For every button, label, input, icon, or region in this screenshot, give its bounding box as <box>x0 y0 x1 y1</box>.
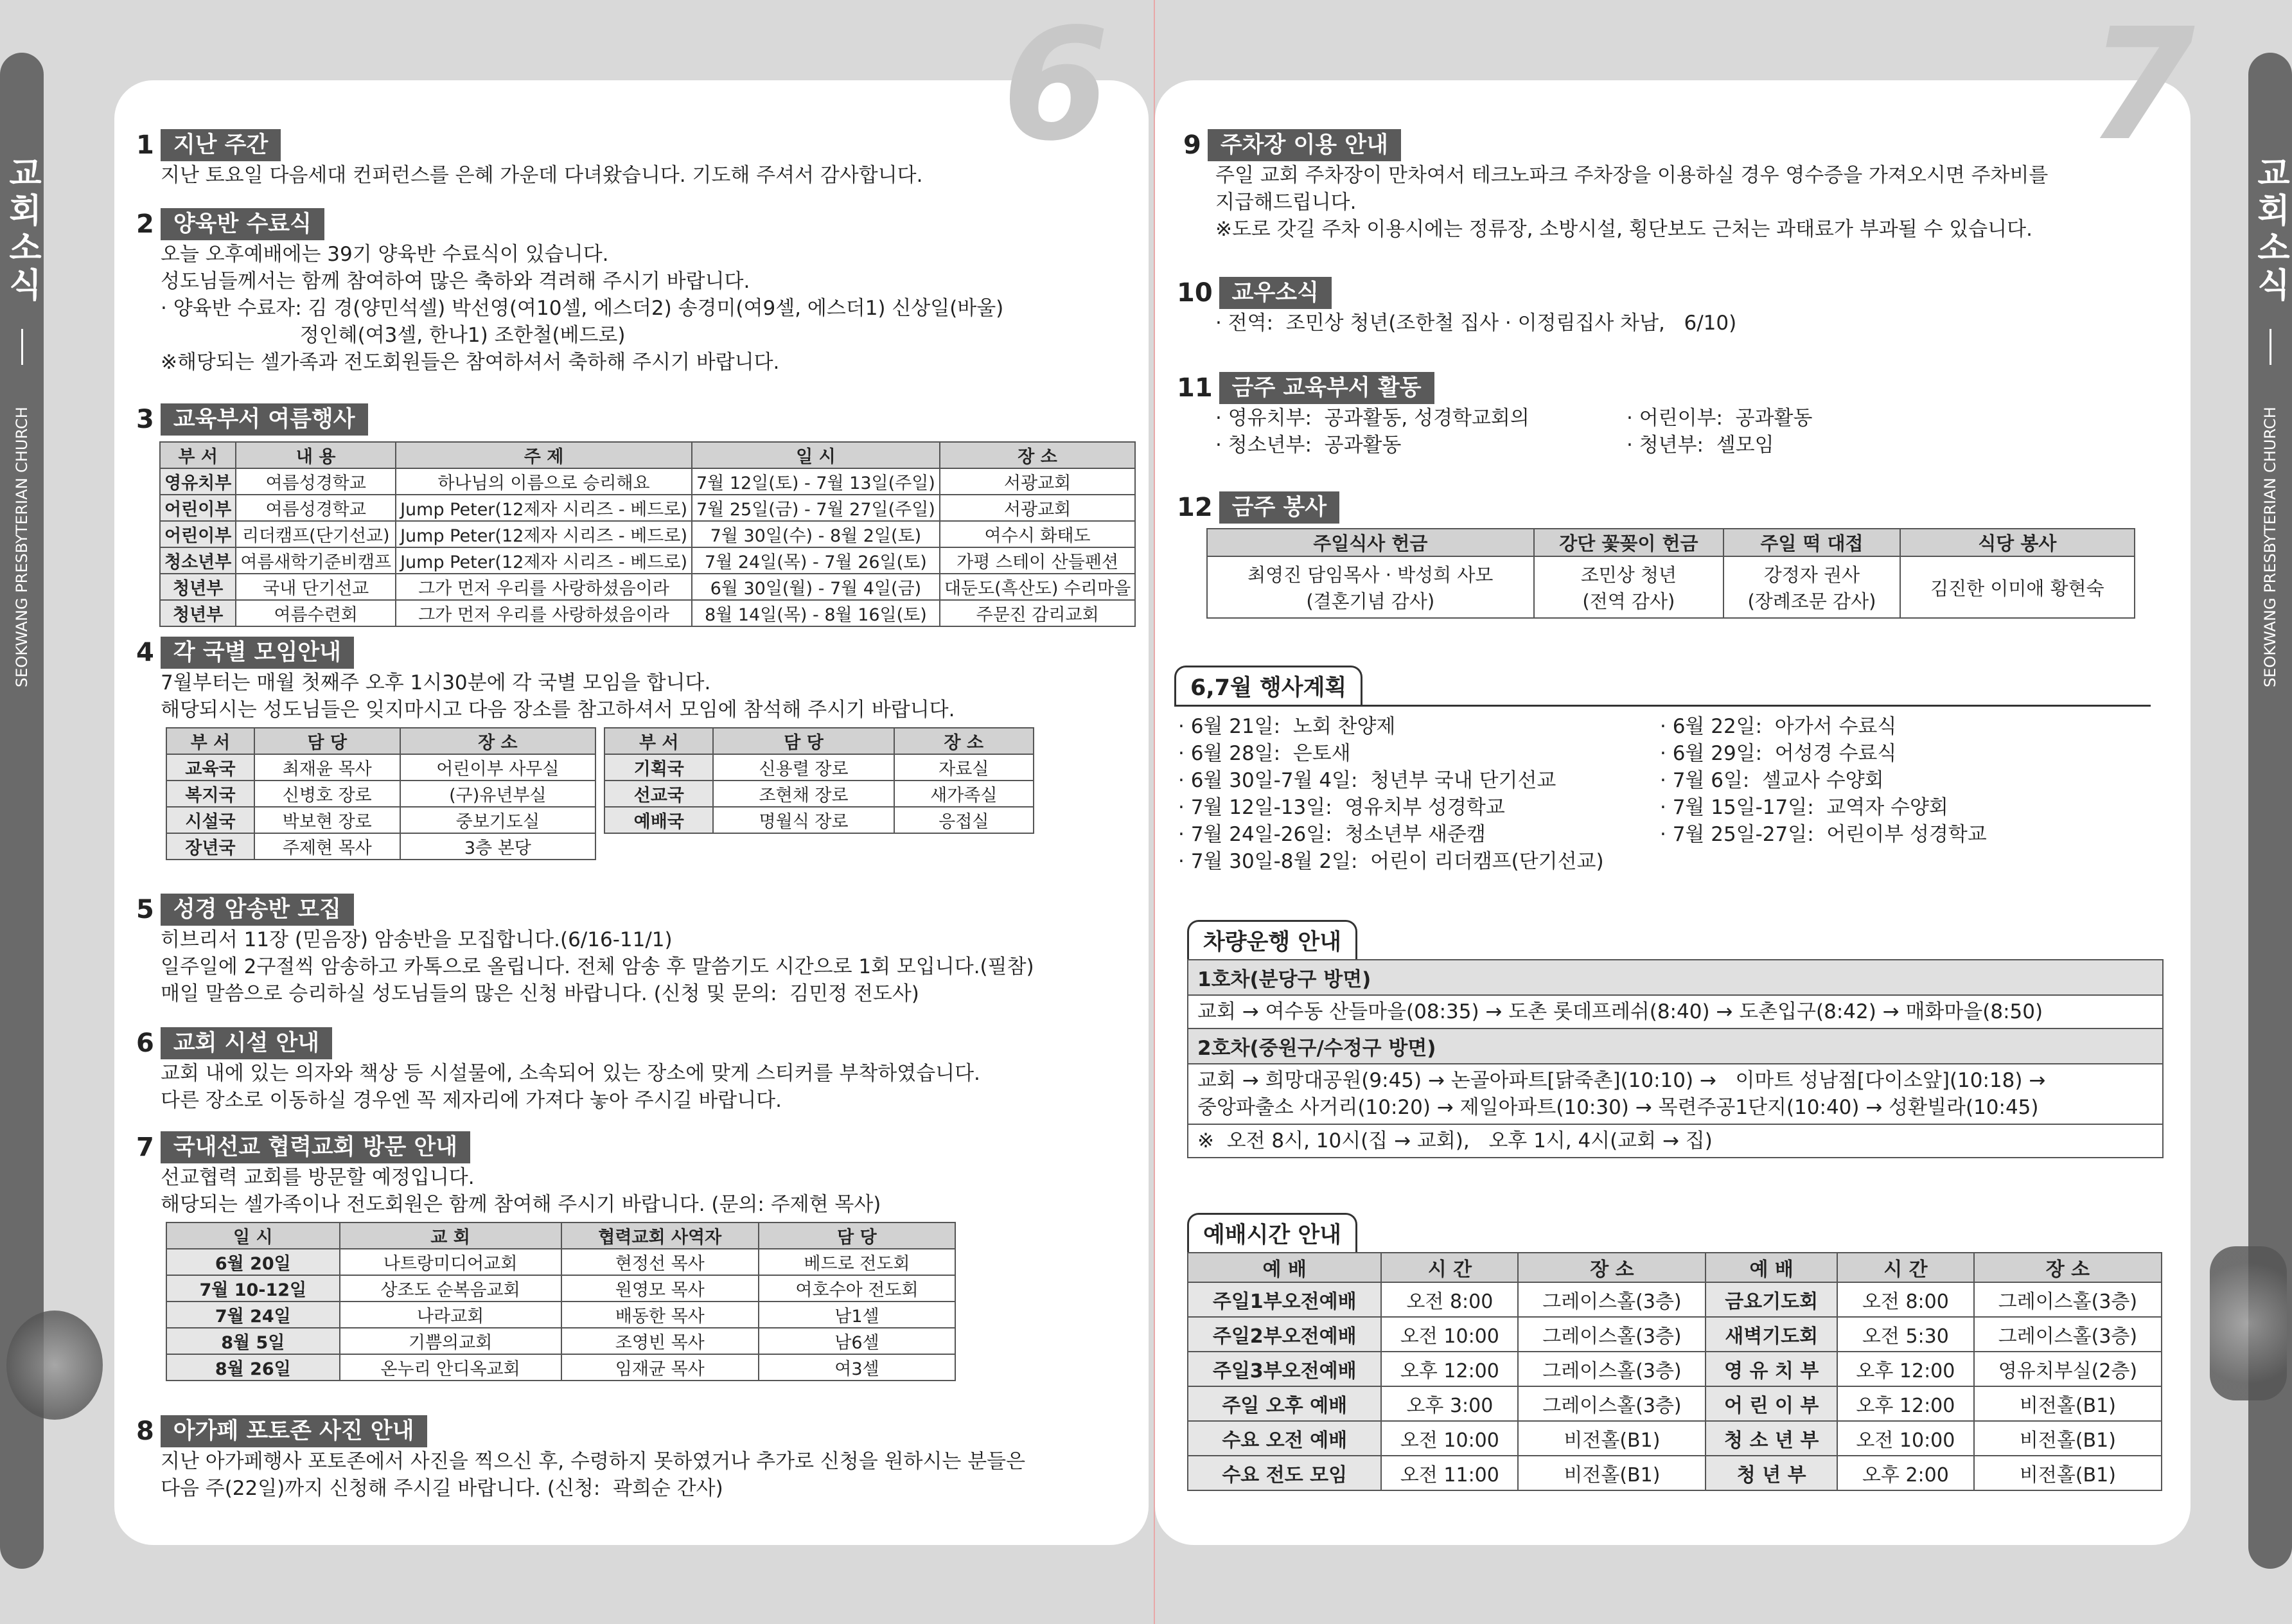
table-cell: 주일식사 헌금 <box>1207 529 1534 556</box>
table-cell: (구)유년부실 <box>400 781 595 807</box>
section-9 <box>1183 128 2048 243</box>
section-text: 지난 아가페행사 포토존에서 사진을 찍으신 후, 수령하지 못하였거나 추가로 신청을 원하시는 분들은 <box>161 1450 1026 1473</box>
table-cell: 비전홀(B1) <box>1974 1386 2162 1421</box>
table-cell: 강단 꽃꽂이 헌금 <box>1534 529 1724 556</box>
bus-note: ※ 오전 8시, 10시(집 → 교회), 오후 1시, 4시(교회 → 집) <box>1197 1129 1713 1152</box>
table-cell: 여호수아 전도회 <box>759 1275 955 1302</box>
section-title: 금주 봉사 <box>1219 491 1339 524</box>
section-number: 4 <box>136 638 154 667</box>
table-header: 내 용 <box>236 442 396 468</box>
section-title: 주차장 이용 안내 <box>1208 129 1401 161</box>
page-number-right: 7 <box>2088 0 2195 175</box>
table-cell: 청소년부 <box>160 547 236 574</box>
table-cell: 6월 30일(월) - 7월 4일(금) <box>692 574 940 600</box>
table-cell: 비전홀(B1) <box>1518 1456 1706 1490</box>
table-cell: 온누리 안디옥교회 <box>340 1354 561 1381</box>
table-cell: 주일1부오전예배 <box>1188 1282 1381 1317</box>
table-cell: 협력교회 사역자 <box>561 1222 759 1249</box>
table-cell: 수요 오전 예배 <box>1188 1421 1381 1456</box>
section-text: 일주일에 2구절씩 암송하고 카톡으로 올립니다. 전체 암송 후 말씀기도 시간으로 1회 모입니다.(필참) <box>161 955 1034 978</box>
table-cell: 식당 봉사 <box>1900 529 2135 556</box>
section-title: 교회 시설 안내 <box>161 1027 332 1059</box>
table-cell: 7월 24일 <box>166 1302 340 1328</box>
table-cell: 비전홀(B1) <box>1974 1456 2162 1490</box>
section-number: 10 <box>1177 278 1213 308</box>
events-title: 6,7월 행사계획 <box>1174 666 1362 705</box>
table-row <box>1188 1352 2162 1386</box>
table-cell: 조민상 청년 <box>1580 564 1677 586</box>
table-header: 부 서 <box>160 442 236 468</box>
side-church-name: SEOKWANG PRESBYTERIAN CHURCH <box>2261 407 2279 688</box>
section-number: 3 <box>136 405 154 434</box>
event-item: · 6월 22일: 아가서 수료식 <box>1660 715 1897 738</box>
section-title: 각 국별 모임안내 <box>161 637 354 669</box>
table-cell: 자료실 <box>894 754 1034 781</box>
table-cell: 여수시 화태도 <box>940 521 1135 547</box>
table-row <box>166 781 595 807</box>
table-cell: 그레이스홀(3층) <box>1974 1282 2162 1317</box>
table-cell: 8월 14일(목) - 8월 16일(토) <box>692 600 940 626</box>
soil-hands-image <box>6 1311 103 1420</box>
table-cell: 베드로 전도회 <box>759 1249 955 1275</box>
table-row <box>166 1302 955 1328</box>
side-divider <box>2270 329 2271 365</box>
section-2 <box>136 207 1003 376</box>
section-number: 8 <box>136 1417 154 1446</box>
table-row <box>160 574 1135 600</box>
table-row <box>160 547 1135 574</box>
table-cell: 담 당 <box>254 728 400 754</box>
table-cell: 여름성경학교 <box>236 495 396 521</box>
side-title: 교회소식 <box>3 155 41 304</box>
events-section <box>1174 666 2151 875</box>
section-3 <box>136 403 1136 627</box>
table-cell: 오후 12:00 <box>1381 1352 1518 1386</box>
side-title: 교회소식 <box>2251 155 2289 304</box>
table-cell: 주일3부오전예배 <box>1188 1352 1381 1386</box>
table-cell: Jump Peter(12제자 시리즈 - 베드로) <box>396 547 692 574</box>
table-cell: 주일2부오전예배 <box>1188 1317 1381 1352</box>
table-cell: 청 년 부 <box>1706 1456 1837 1490</box>
table-cell: 어린이부 사무실 <box>400 754 595 781</box>
table-cell: 주문진 감리교회 <box>940 600 1135 626</box>
section-title: 아가페 포토존 사진 안내 <box>161 1415 427 1447</box>
section-text: 성도님들께서는 함께 참여하여 많은 축하와 격려해 주시기 바랍니다. <box>161 270 750 293</box>
table-cell: 오후 12:00 <box>1837 1386 1974 1421</box>
event-item: · 7월 6일: 셀교사 수양회 <box>1660 769 1884 792</box>
table-cell: 수요 전도 모임 <box>1188 1456 1381 1490</box>
table-cell: 7월 24일(목) - 7월 26일(토) <box>692 547 940 574</box>
table-header: 주 제 <box>396 442 692 468</box>
table-cell: 원영모 목사 <box>561 1275 759 1302</box>
section-text: 지난 토요일 다음세대 컨퍼런스를 은혜 가운데 다녀왔습니다. 기도해 주셔서 감사합니다. <box>161 164 923 187</box>
table-cell: 조현채 장로 <box>713 781 894 807</box>
table-cell: 오후 2:00 <box>1837 1456 1974 1490</box>
mission-visit-table <box>166 1222 956 1381</box>
worship-table <box>1187 1252 2162 1491</box>
table-cell: 김진한 이미애 황현숙 <box>1900 556 2135 618</box>
table-cell: 교 회 <box>340 1222 561 1249</box>
table-cell: 그레이스홀(3층) <box>1518 1386 1706 1421</box>
section-text: ※해당되는 셀가족과 전도회원들은 참여하셔서 축하해 주시기 바랍니다. <box>161 351 780 374</box>
table-cell: 오전 8:00 <box>1837 1282 1974 1317</box>
table-cell: 서광교회 <box>940 495 1135 521</box>
table-cell: 여름성경학교 <box>236 468 396 495</box>
table-cell: 선교국 <box>604 781 713 807</box>
table-cell: 예 배 <box>1188 1253 1381 1282</box>
table-row <box>166 833 595 860</box>
table-row <box>1188 1421 2162 1456</box>
worship-section <box>1187 1213 2164 1491</box>
side-church-name: SEOKWANG PRESBYTERIAN CHURCH <box>13 407 31 688</box>
table-cell: 일 시 <box>166 1222 340 1249</box>
section-text: 해당되시는 성도님들은 잊지마시고 다음 장소를 참고하셔서 모임에 참석해 주시기 바랍니다. <box>161 698 955 721</box>
table-cell: 예배국 <box>604 807 713 833</box>
section-title: 금주 교육부서 활동 <box>1219 372 1434 404</box>
service-table <box>1206 528 2135 619</box>
worship-title: 예배시간 안내 <box>1187 1213 1357 1252</box>
section-text: 7월부터는 매월 첫째주 오후 1시30분에 각 국별 모임을 합니다. <box>161 671 711 694</box>
event-item: · 6월 28일: 은토새 <box>1178 742 1351 765</box>
table-cell: 그레이스홀(3층) <box>1518 1352 1706 1386</box>
table-cell: 응접실 <box>894 807 1034 833</box>
table-cell: 여3셀 <box>759 1354 955 1381</box>
table-row <box>160 495 1135 521</box>
table-cell: 현정선 목사 <box>561 1249 759 1275</box>
table-cell: 중보기도실 <box>400 807 595 833</box>
section-title: 지난 주간 <box>161 129 281 161</box>
table-cell: 조영빈 목사 <box>561 1328 759 1354</box>
table-row <box>604 781 1034 807</box>
table-row <box>604 754 1034 781</box>
table-cell: 오후 12:00 <box>1837 1352 1974 1386</box>
table-cell: 영유치부 <box>160 468 236 495</box>
section-6 <box>136 1027 980 1114</box>
section-text: 선교협력 교회를 방문할 예정입니다. <box>161 1166 475 1189</box>
table-cell: 어린이부 <box>160 521 236 547</box>
event-item: · 6월 29일: 어성경 수료식 <box>1660 742 1897 765</box>
section-text: 다음 주(22일)까지 신청해 주시길 바랍니다. (신청: 곽희순 간사) <box>161 1477 723 1500</box>
table-cell: 장 소 <box>400 728 595 754</box>
table-cell: Jump Peter(12제자 시리즈 - 베드로) <box>396 521 692 547</box>
table-cell: 장 소 <box>894 728 1034 754</box>
table-cell: 장년국 <box>166 833 254 860</box>
table-cell: 서광교회 <box>940 468 1135 495</box>
table-cell: 시 간 <box>1381 1253 1518 1282</box>
section-text: 지급해드립니다. <box>1215 191 1357 214</box>
table-cell: 7월 10-12일 <box>166 1275 340 1302</box>
bus-section <box>1187 920 2164 1158</box>
event-item: · 7월 30일-8월 2일: 어린이 리더캠프(단기선교) <box>1178 850 1604 873</box>
bus-route-header: 2호차(중원구/수정구 방면) <box>1188 1029 2162 1064</box>
department-meeting-table-left <box>166 727 596 860</box>
table-cell: 장 소 <box>1974 1253 2162 1282</box>
section-11 <box>1177 371 1812 459</box>
table-cell: 주제현 목사 <box>254 833 400 860</box>
table-cell: 여름수련회 <box>236 600 396 626</box>
event-item: · 7월 24일-26일: 청소년부 새준캠 <box>1178 823 1486 846</box>
section-text: 매일 말씀으로 승리하실 성도님들의 많은 신청 바랍니다. (신청 및 문의: 김민정 전도사) <box>161 982 919 1005</box>
table-cell: 그가 먼저 우리를 사랑하셨음이라 <box>396 600 692 626</box>
section-text: 다른 장소로 이동하실 경우엔 꼭 제자리에 가져다 놓아 주시길 바랍니다. <box>161 1089 782 1112</box>
event-item: · 7월 15일-17일: 교역자 수양회 <box>1660 796 1948 819</box>
table-cell: 박보현 장로 <box>254 807 400 833</box>
table-cell: 시설국 <box>166 807 254 833</box>
table-cell: (전역 감사) <box>1582 590 1675 612</box>
table-cell: 기획국 <box>604 754 713 781</box>
table-cell: 3층 본당 <box>400 833 595 860</box>
table-cell: 영 유 치 부 <box>1706 1352 1837 1386</box>
bus-route-header: 1호차(분당구 방면) <box>1188 960 2162 996</box>
table-cell: 배동한 목사 <box>561 1302 759 1328</box>
table-cell: 가평 스테이 산들펜션 <box>940 547 1135 574</box>
table-cell: 상조도 순복음교회 <box>340 1275 561 1302</box>
section-text: 해당되는 셀가족이나 전도회원은 함께 참여해 주시기 바랍니다. (문의: 주제현 목사) <box>161 1193 881 1216</box>
table-row <box>166 1328 955 1354</box>
table-cell: 청 소 년 부 <box>1706 1421 1837 1456</box>
bus-route: 교회 → 희망대공원(9:45) → 논골아파트[닭죽촌](10:10) → 이마트 성남점[다이소앞](10:18) → 중앙파출소 사거리(10:20) → 제일아파트(10:30) → 목련주공1단지(10:40) → 성환빌라(10:45) <box>1188 1064 2162 1125</box>
table-cell: 남6셀 <box>759 1328 955 1354</box>
section-4 <box>136 636 1034 860</box>
table-cell: 국내 단기선교 <box>236 574 396 600</box>
section-text: · 청년부: 셀모임 <box>1626 434 1774 457</box>
section-1 <box>136 128 922 189</box>
table-cell: 비전홀(B1) <box>1518 1421 1706 1456</box>
table-cell: 6월 20일 <box>166 1249 340 1275</box>
table-row <box>166 807 595 833</box>
table-cell: 그레이스홀(3층) <box>1518 1282 1706 1317</box>
table-cell: 명월식 장로 <box>713 807 894 833</box>
table-cell: 교육국 <box>166 754 254 781</box>
page-fold <box>1154 0 1155 1624</box>
bus-title: 차량운행 안내 <box>1187 920 1357 959</box>
section-title: 교우소식 <box>1219 277 1332 309</box>
section-title: 국내선교 협력교회 방문 안내 <box>161 1131 470 1163</box>
table-cell: 오전 10:00 <box>1837 1421 1974 1456</box>
section-text: ※도로 갓길 주차 이용시에는 정류장, 소방시설, 횡단보도 근처는 과태료가 부과될 수 있습니다. <box>1215 218 2032 241</box>
table-row <box>160 468 1135 495</box>
table-cell: 그레이스홀(3층) <box>1974 1317 2162 1352</box>
table-row <box>1188 1282 2162 1317</box>
table-cell: 나라교회 <box>340 1302 561 1328</box>
event-item: · 6월 21일: 노회 찬양제 <box>1178 715 1396 738</box>
table-cell: 리더캠프(단기선교) <box>236 521 396 547</box>
table-row <box>604 807 1034 833</box>
section-text: · 청소년부: 공과활동 <box>1215 434 1402 457</box>
bus-schedule <box>1187 959 2164 1158</box>
table-cell: 새벽기도회 <box>1706 1317 1837 1352</box>
table-row <box>1188 1456 2162 1490</box>
table-cell: 7월 12일(토) - 7월 13일(주일) <box>692 468 940 495</box>
table-cell: 담 당 <box>713 728 894 754</box>
event-item: · 7월 25일-27일: 어린이부 성경학교 <box>1660 823 1987 846</box>
table-cell: 장 소 <box>1518 1253 1706 1282</box>
section-8 <box>136 1415 1025 1502</box>
section-5 <box>136 893 1034 1007</box>
table-cell: 신용렬 장로 <box>713 754 894 781</box>
section-text: 교회 내에 있는 의자와 책상 등 시설물에, 소속되어 있는 장소에 맞게 스티커를 부착하였습니다. <box>161 1062 980 1085</box>
table-cell: Jump Peter(12제자 시리즈 - 베드로) <box>396 495 692 521</box>
summer-events-table <box>159 441 1136 627</box>
section-text: 정인혜(여3셀, 한나1) 조한철(베드로) <box>161 324 626 347</box>
table-cell: 청년부 <box>160 574 236 600</box>
table-row <box>160 600 1135 626</box>
table-cell: 7월 30일(수) - 8월 2일(토) <box>692 521 940 547</box>
table-cell: 영유치부실(2층) <box>1974 1352 2162 1386</box>
table-row <box>160 521 1135 547</box>
praying-hands-image <box>2210 1246 2287 1400</box>
table-cell: 기쁨의교회 <box>340 1328 561 1354</box>
section-text: 히브리서 11장 (믿음장) 암송반을 모집합니다.(6/16-11/1) <box>161 928 673 951</box>
table-cell: 어 린 이 부 <box>1706 1386 1837 1421</box>
section-number: 12 <box>1177 493 1213 522</box>
table-cell: 신병호 장로 <box>254 781 400 807</box>
table-cell: 시 간 <box>1837 1253 1974 1282</box>
table-cell: 여름새학기준비캠프 <box>236 547 396 574</box>
event-item: · 7월 12일-13일: 영유치부 성경학교 <box>1178 796 1505 819</box>
section-text: · 어린이부: 공과활동 <box>1626 407 1813 430</box>
section-number: 5 <box>136 895 154 924</box>
table-row <box>166 1354 955 1381</box>
table-cell: 담 당 <box>759 1222 955 1249</box>
section-number: 9 <box>1183 130 1201 160</box>
table-cell: 어린이부 <box>160 495 236 521</box>
table-cell: 8월 5일 <box>166 1328 340 1354</box>
section-12 <box>1177 491 2135 619</box>
table-row <box>166 754 595 781</box>
table-cell: 하나님의 이름으로 승리해요 <box>396 468 692 495</box>
table-cell: 최영진 담임목사 · 박성희 사모 <box>1247 564 1494 586</box>
table-cell: 오전 5:30 <box>1837 1317 1974 1352</box>
table-cell: 나트랑미디어교회 <box>340 1249 561 1275</box>
section-number: 2 <box>136 209 154 239</box>
section-10 <box>1177 276 1736 337</box>
table-cell: 강정자 권사 <box>1763 564 1860 586</box>
table-header: 일 시 <box>692 442 940 468</box>
table-cell: 새가족실 <box>894 781 1034 807</box>
section-text: · 영유치부: 공과활동, 성경학교회의 <box>1215 407 1529 430</box>
table-cell: 금요기도회 <box>1706 1282 1837 1317</box>
table-cell: 임재균 목사 <box>561 1354 759 1381</box>
table-cell: 오전 10:00 <box>1381 1317 1518 1352</box>
table-cell: 그레이스홀(3층) <box>1518 1317 1706 1352</box>
section-number: 11 <box>1177 373 1213 403</box>
section-7 <box>136 1131 956 1381</box>
table-cell: 오후 3:00 <box>1381 1386 1518 1421</box>
table-cell: 주일 떡 대접 <box>1723 529 1900 556</box>
table-row <box>1207 556 2135 618</box>
table-cell: 복지국 <box>166 781 254 807</box>
side-divider <box>21 329 23 365</box>
bus-route: 교회 → 여수동 산들마을(08:35) → 도촌 롯데프레쉬(8:40) → 도촌입구(8:42) → 매화마을(8:50) <box>1188 996 2162 1029</box>
table-cell: 남1셀 <box>759 1302 955 1328</box>
section-number: 7 <box>136 1133 154 1162</box>
department-meeting-table-right <box>604 727 1034 834</box>
table-cell: (장례조문 감사) <box>1747 590 1876 612</box>
table-cell: 부 서 <box>604 728 713 754</box>
table-cell: 주일 오후 예배 <box>1188 1386 1381 1421</box>
section-number: 6 <box>136 1028 154 1058</box>
section-title: 양육반 수료식 <box>161 208 324 240</box>
table-header: 장 소 <box>940 442 1135 468</box>
table-row <box>1188 1386 2162 1421</box>
table-cell: 오전 8:00 <box>1381 1282 1518 1317</box>
table-cell: 오전 11:00 <box>1381 1456 1518 1490</box>
table-cell: 7월 25일(금) - 7월 27일(주일) <box>692 495 940 521</box>
table-row <box>1188 1317 2162 1352</box>
table-cell: 8월 26일 <box>166 1354 340 1381</box>
table-cell: 예 배 <box>1706 1253 1837 1282</box>
table-row <box>166 1275 955 1302</box>
section-title: 성경 암송반 모집 <box>161 894 354 926</box>
table-cell: 최재윤 목사 <box>254 754 400 781</box>
section-text: · 전역: 조민상 청년(조한철 집사 · 이정림집사 차남, 6/10) <box>1215 312 1737 335</box>
table-cell: 비전홀(B1) <box>1974 1421 2162 1456</box>
section-text: 주일 교회 주차장이 만차여서 테크노파크 주차장을 이용하실 경우 영수증을 가져오시면 주차비를 <box>1215 164 2049 187</box>
section-title: 교육부서 여름행사 <box>161 403 368 436</box>
table-cell: 부 서 <box>166 728 254 754</box>
page-number-left: 6 <box>1002 0 1109 175</box>
table-row <box>166 1249 955 1275</box>
table-cell: 오전 10:00 <box>1381 1421 1518 1456</box>
table-cell: 그가 먼저 우리를 사랑하셨음이라 <box>396 574 692 600</box>
section-text: 오늘 오후예배에는 39기 양육반 수료식이 있습니다. <box>161 243 609 266</box>
event-item: · 6월 30일-7월 4일: 청년부 국내 단기선교 <box>1178 769 1556 792</box>
table-cell: (결혼기념 감사) <box>1306 590 1435 612</box>
section-text: · 양육반 수료자: 김 경(양민석셀) 박선영(여10셀, 에스더2) 송경미(여9셀, 에스더1) 신상일(바울) <box>161 297 1004 320</box>
section-number: 1 <box>136 130 154 160</box>
table-cell: 대둔도(흑산도) 수리마을 <box>940 574 1135 600</box>
table-cell: 청년부 <box>160 600 236 626</box>
